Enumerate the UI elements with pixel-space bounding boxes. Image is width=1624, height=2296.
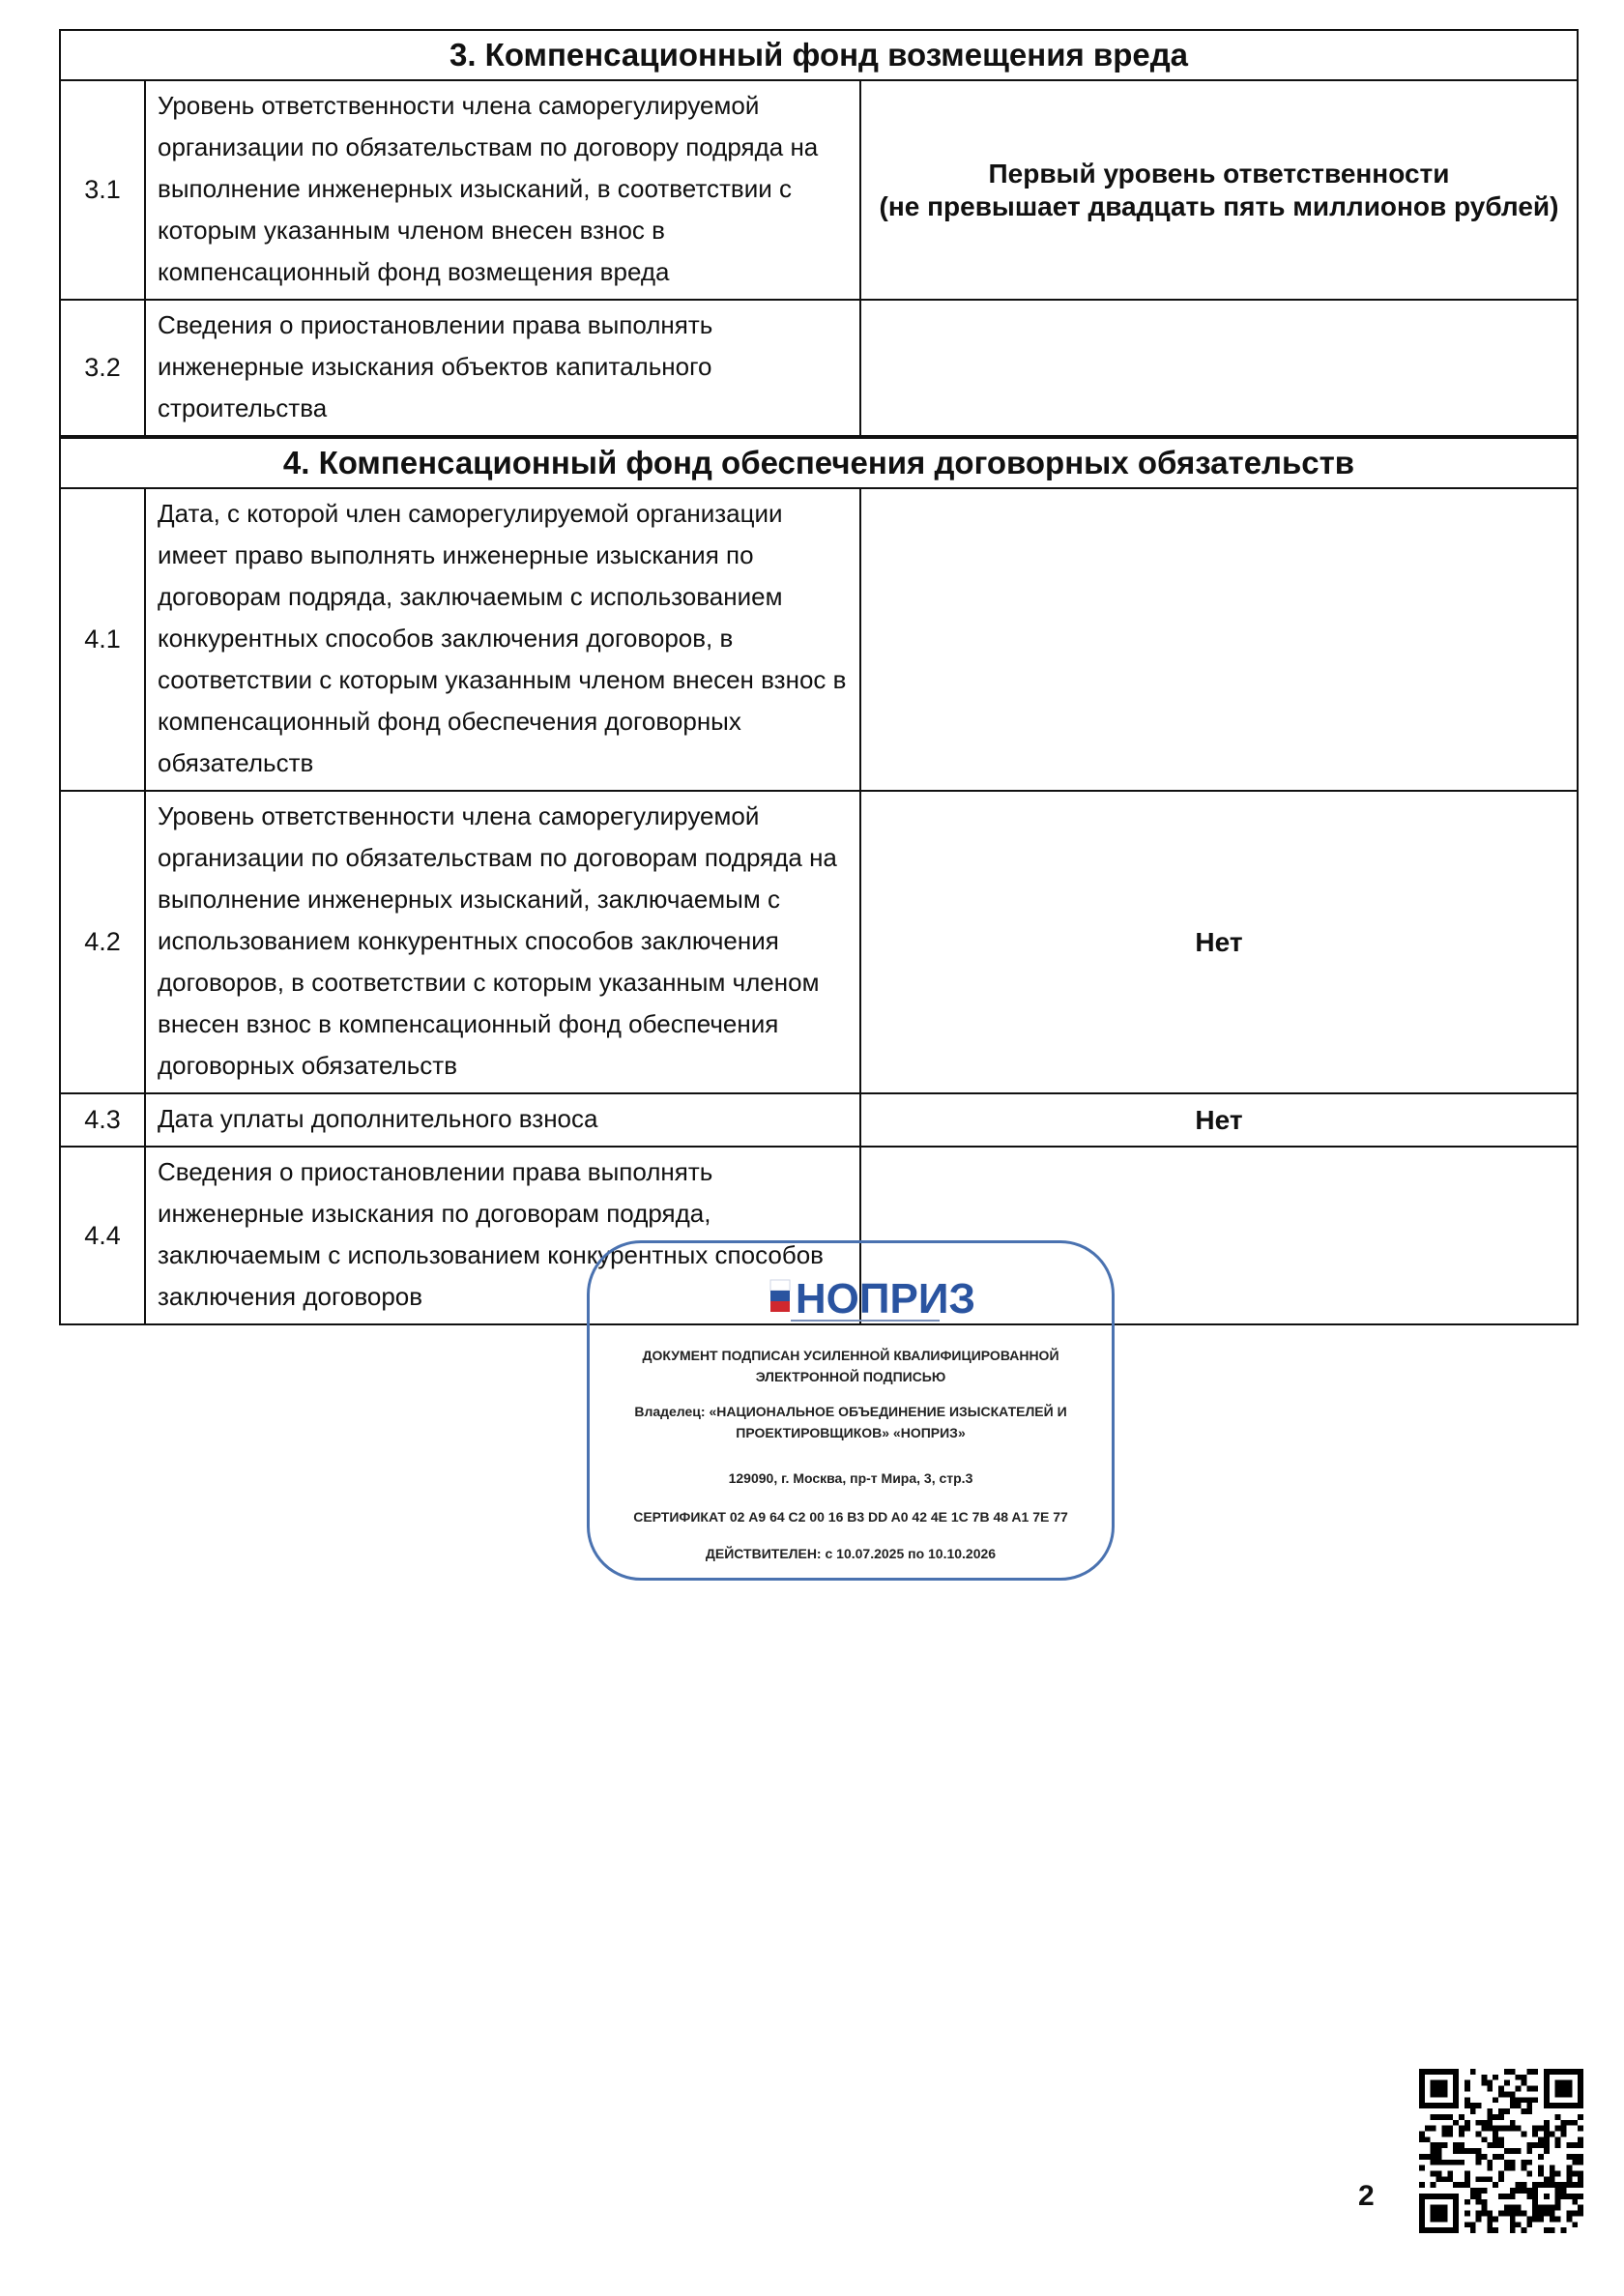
stamp-line: ДОКУМЕНТ ПОДПИСАН УСИЛЕННОЙ КВАЛИФИЦИРОВАННОЙ	[642, 1348, 1059, 1363]
section-4-header	[60, 437, 1578, 488]
row-value: Нет	[860, 1093, 1578, 1147]
page-number: 2	[1358, 2180, 1375, 2212]
row-value: Нет	[860, 791, 1578, 1093]
registry-table	[59, 29, 1579, 1325]
stamp-line: ПРОЕКТИРОВЩИКОВ» «НОПРИЗ»	[736, 1425, 966, 1440]
section-4-title: 4. Компенсационный фонд обеспечения договорных обязательств	[60, 437, 1578, 488]
stamp-address: 129090, г. Москва, пр-т Мира, 3, стр.3	[728, 1470, 973, 1486]
electronic-signature-stamp	[587, 1240, 1115, 1581]
row-label: Сведения о приостановлении права выполнять инженерные изыскания по договорам подряда, заключаемым с использованием конкурентных способов заключения договоров	[145, 1147, 860, 1324]
value-line: Первый уровень ответственности	[988, 158, 1450, 189]
stamp-owner-text	[590, 1401, 1112, 1443]
row-number: 3.2	[60, 300, 145, 437]
row-number: 4.4	[60, 1147, 145, 1324]
row-number: 3.1	[60, 80, 145, 300]
stamp-line: ЭЛЕКТРОННОЙ ПОДПИСЬЮ	[755, 1369, 946, 1384]
row-number: 4.1	[60, 488, 145, 791]
table-row	[60, 300, 1578, 437]
row-value	[860, 80, 1578, 300]
stamp-line: Владелец: «НАЦИОНАЛЬНОЕ ОБЪЕДИНЕНИЕ ИЗЫСКАТЕЛЕЙ И	[634, 1404, 1067, 1419]
qr-code-icon	[1419, 2069, 1583, 2233]
row-number: 4.2	[60, 791, 145, 1093]
table-row	[60, 791, 1578, 1093]
stamp-certificate: СЕРТИФИКАТ 02 A9 64 C2 00 16 B3 DD A0 42 4E 1C 7B 48 A1 7E 77	[633, 1509, 1068, 1525]
row-label: Уровень ответственности члена саморегулируемой организации по обязательствам по договору подряда на выполнение инженерных изысканий, в соответствии с которым указанным членом внесен взнос в компенсационный фонд возмещения вреда	[145, 80, 860, 300]
document-page	[59, 29, 1579, 1325]
stamp-signed-text	[590, 1345, 1112, 1387]
table-row	[60, 80, 1578, 300]
stamp-validity: ДЕЙСТВИТЕЛЕН: с 10.07.2025 по 10.10.2026	[705, 1546, 997, 1561]
logo-text: НОПРИЗ	[795, 1275, 976, 1322]
table-row	[60, 1093, 1578, 1147]
nopriz-logo	[590, 1268, 1117, 1330]
row-label: Сведения о приостановлении права выполнять инженерные изыскания объектов капитального строительства	[145, 300, 860, 437]
row-number: 4.3	[60, 1093, 145, 1147]
section-3-header	[60, 30, 1578, 80]
value-line: (не превышает двадцать пять миллионов рублей)	[879, 190, 1559, 221]
section-3-title: 3. Компенсационный фонд возмещения вреда	[60, 30, 1578, 80]
table-row	[60, 488, 1578, 791]
row-value	[860, 488, 1578, 791]
row-value	[860, 300, 1578, 437]
row-label: Уровень ответственности члена саморегулируемой организации по обязательствам по договорам подряда на выполнение инженерных изысканий, заключаемым с использованием конкурентных способов заключения договоров, в соответствии с которым указанным членом внесен взнос в компенсационный фонд обеспечения договорных обязательств	[145, 791, 860, 1093]
row-label: Дата уплаты дополнительного взноса	[145, 1093, 860, 1147]
row-label: Дата, с которой член саморегулируемой организации имеет право выполнять инженерные изыскания по договорам подряда, заключаемым с использованием конкурентных способов заключения договоров, в соответствии с которым указанным членом внесен взнос в компенсационный фонд обеспечения договорных обязательств	[145, 488, 860, 791]
